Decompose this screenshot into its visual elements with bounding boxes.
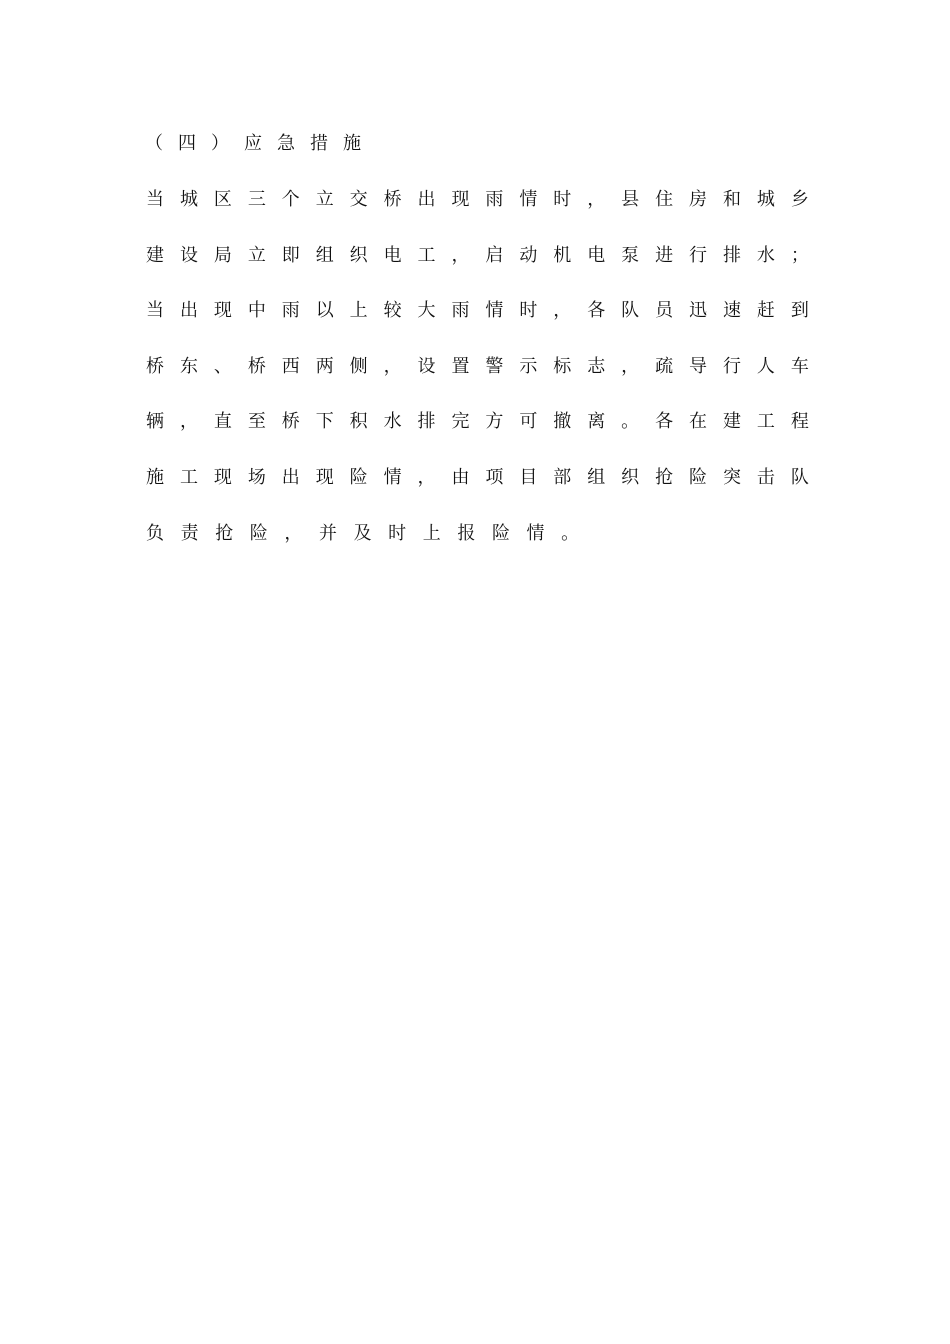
character: 雨 (485, 189, 504, 210)
paragraph-line (145, 186, 810, 214)
character: 险 (349, 466, 368, 488)
character: 织 (621, 466, 640, 488)
character: 建 (146, 244, 164, 266)
character: 突 (722, 466, 741, 488)
character: 水 (756, 244, 775, 266)
character: 桥 (146, 355, 164, 377)
character: ， (553, 300, 572, 322)
character: 以 (315, 300, 334, 322)
character: 车 (790, 355, 809, 377)
character: 到 (790, 300, 809, 322)
character: ， (284, 522, 303, 544)
character: 赶 (756, 300, 775, 322)
character: 现 (315, 466, 334, 488)
character: 项 (485, 466, 504, 488)
character: 击 (756, 466, 775, 488)
character: 桥 (281, 411, 300, 433)
character: 区 (213, 189, 232, 210)
character: 出 (179, 300, 198, 322)
character: 下 (315, 411, 334, 433)
character: 组 (587, 466, 606, 488)
character: 辆 (146, 411, 164, 433)
character: 局 (213, 244, 232, 266)
character: 乡 (790, 189, 809, 210)
character: 水 (383, 411, 402, 433)
character: 进 (655, 244, 674, 266)
character: 工 (756, 411, 775, 433)
character: 目 (519, 466, 538, 488)
document-body (145, 130, 810, 575)
character: 个 (281, 189, 300, 210)
character: 示 (519, 355, 538, 377)
character: 和 (722, 189, 741, 210)
character: 警 (485, 355, 504, 377)
character: 抢 (655, 466, 674, 488)
character: 侧 (349, 355, 368, 377)
character: 报 (457, 522, 476, 544)
character: 队 (621, 300, 640, 322)
character: 大 (417, 300, 436, 322)
character: 出 (417, 189, 436, 210)
character: 住 (655, 189, 674, 210)
paragraph-line (145, 408, 810, 436)
character: 雨 (451, 300, 470, 322)
character: 时 (519, 300, 538, 322)
character: 立 (247, 244, 266, 266)
character: 情 (519, 189, 538, 210)
paragraph-line (145, 353, 810, 381)
character: 施 (146, 466, 164, 488)
character: 组 (315, 244, 334, 266)
character: 各 (587, 300, 606, 322)
character: ， (417, 466, 436, 488)
character: ， (587, 189, 606, 210)
character: 情 (485, 300, 504, 322)
character: 标 (553, 355, 572, 377)
character: 至 (247, 411, 266, 433)
character: 动 (519, 244, 538, 266)
character: 疏 (655, 355, 674, 377)
section-heading: （四）应急措施 (145, 133, 376, 154)
character: 情 (383, 466, 402, 488)
character: ， (383, 355, 402, 377)
character: 西 (281, 355, 300, 377)
character: 房 (689, 189, 707, 210)
character: 上 (349, 300, 368, 322)
character: 设 (179, 244, 198, 266)
paragraph-line (145, 520, 810, 548)
character: 导 (689, 355, 707, 377)
character: 时 (388, 522, 407, 544)
character: 启 (485, 244, 504, 266)
character: 队 (790, 466, 809, 488)
character: 员 (655, 300, 674, 322)
character: 程 (790, 411, 809, 433)
character: 时 (553, 189, 572, 210)
character: 当 (146, 189, 164, 210)
character: 桥 (247, 355, 266, 377)
character: 人 (756, 355, 775, 377)
character: 积 (349, 411, 368, 433)
character: 险 (249, 522, 268, 544)
character: 东 (179, 355, 198, 377)
character: 桥 (383, 189, 402, 210)
character: 各 (655, 411, 674, 433)
character: 上 (422, 522, 441, 544)
character: 织 (349, 244, 368, 266)
character: 离 (587, 411, 606, 433)
character: 可 (519, 411, 538, 433)
character: 责 (180, 522, 199, 544)
character: 现 (213, 466, 232, 488)
character: 负 (146, 522, 164, 544)
character: 雨 (281, 300, 300, 322)
character: 直 (213, 411, 232, 433)
character: 。 (561, 522, 580, 544)
character: 当 (146, 300, 164, 322)
character: 城 (756, 189, 775, 210)
character: 抢 (215, 522, 234, 544)
character: 部 (553, 466, 572, 488)
character: 志 (587, 355, 606, 377)
character: 并 (318, 522, 337, 544)
character: 交 (349, 189, 368, 210)
character: 、 (213, 355, 232, 377)
character: 三 (247, 189, 266, 210)
character: 现 (451, 189, 470, 210)
character: 及 (353, 522, 372, 544)
character: 机 (553, 244, 572, 266)
character: 。 (621, 411, 640, 433)
character: 由 (451, 466, 470, 488)
paragraph-line (145, 464, 810, 492)
character: 城 (179, 189, 198, 210)
character: 电 (587, 244, 606, 266)
character: 县 (621, 189, 640, 210)
character: 迅 (689, 300, 707, 322)
character: 方 (485, 411, 504, 433)
character: 泵 (621, 244, 640, 266)
character: 出 (281, 466, 300, 488)
character: 两 (315, 355, 334, 377)
character: 行 (689, 244, 707, 266)
character: 电 (383, 244, 402, 266)
character: ， (179, 411, 198, 433)
character: ， (621, 355, 640, 377)
character: 情 (526, 522, 545, 544)
character: 险 (491, 522, 510, 544)
character: 排 (722, 244, 741, 266)
character: ； (790, 244, 809, 266)
paragraph-line (145, 242, 810, 270)
character: ， (451, 244, 470, 266)
character: 完 (451, 411, 470, 433)
character: 即 (281, 244, 300, 266)
character: 速 (722, 300, 741, 322)
character: 现 (213, 300, 232, 322)
character: 在 (689, 411, 707, 433)
character: 立 (315, 189, 334, 210)
character: 险 (689, 466, 707, 488)
character: 场 (247, 466, 266, 488)
character: 较 (383, 300, 402, 322)
character: 工 (179, 466, 198, 488)
character: 排 (417, 411, 436, 433)
character: 行 (722, 355, 741, 377)
character: 建 (722, 411, 741, 433)
character: 中 (247, 300, 266, 322)
character: 设 (417, 355, 436, 377)
character: 置 (451, 355, 470, 377)
paragraph-line (145, 297, 810, 325)
character: 工 (417, 244, 436, 266)
character: 撤 (553, 411, 572, 433)
